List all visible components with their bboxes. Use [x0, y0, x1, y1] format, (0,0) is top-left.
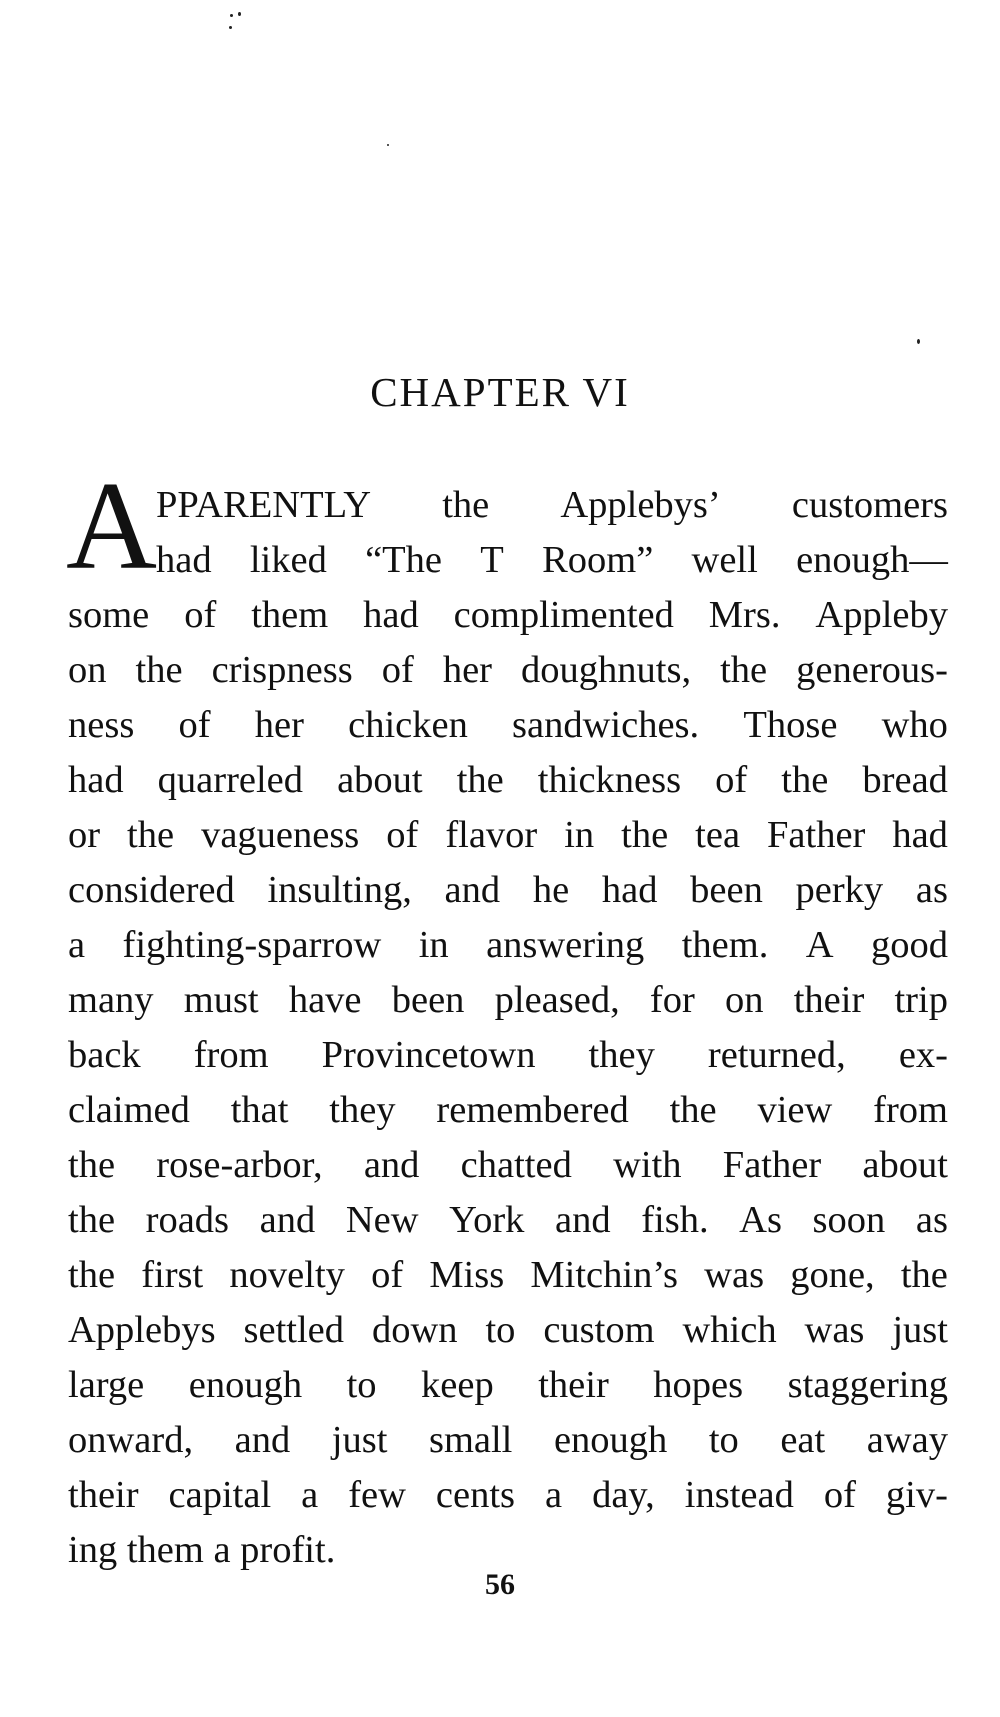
text-line: considered insulting, and he had been perky as [68, 869, 948, 911]
text-line: had quarreled about the thickness of the bread [68, 759, 948, 801]
text-line: onward, and just small enough to eat away [68, 1419, 948, 1461]
chapter-body [68, 478, 948, 1578]
text-line: their capital a few cents a day, instead of giv- [68, 1474, 948, 1516]
text-line: back from Provincetown they returned, ex- [68, 1034, 948, 1076]
text-line: large enough to keep their hopes staggering [68, 1364, 948, 1406]
drop-cap: A [66, 457, 157, 596]
print-speck [238, 12, 241, 16]
chapter-title: CHAPTER VI [370, 369, 630, 415]
print-speck [387, 144, 389, 146]
text-line: ness of her chicken sandwiches. Those who [68, 704, 948, 746]
text-line: the first novelty of Miss Mitchin’s was gone, the [68, 1254, 948, 1296]
text-line: the rose-arbor, and chatted with Father about [68, 1144, 948, 1186]
text-line: many must have been pleased, for on their trip [68, 979, 948, 1021]
text-line: the roads and New York and fish. As soon as [68, 1199, 948, 1241]
print-speck [230, 14, 233, 17]
text-line: Applebys settled down to custom which was just [68, 1309, 948, 1351]
text-line: a fighting-sparrow in answering them. A good [68, 924, 948, 966]
text-line: on the crispness of her doughnuts, the generous- [68, 649, 948, 691]
print-speck [917, 339, 920, 344]
text-line: claimed that they remembered the view from [68, 1089, 948, 1131]
text-line: or the vagueness of flavor in the tea Father had [68, 814, 948, 856]
text-line: PPARENTLY the Applebys’ customers [156, 484, 948, 526]
text-line: ing them a profit. [68, 1529, 336, 1571]
text-line: had liked “The T Room” well enough— [156, 539, 948, 581]
page-number: 56 [485, 1568, 515, 1601]
print-speck [229, 26, 232, 29]
text-line: some of them had complimented Mrs. Appleby [68, 594, 948, 636]
